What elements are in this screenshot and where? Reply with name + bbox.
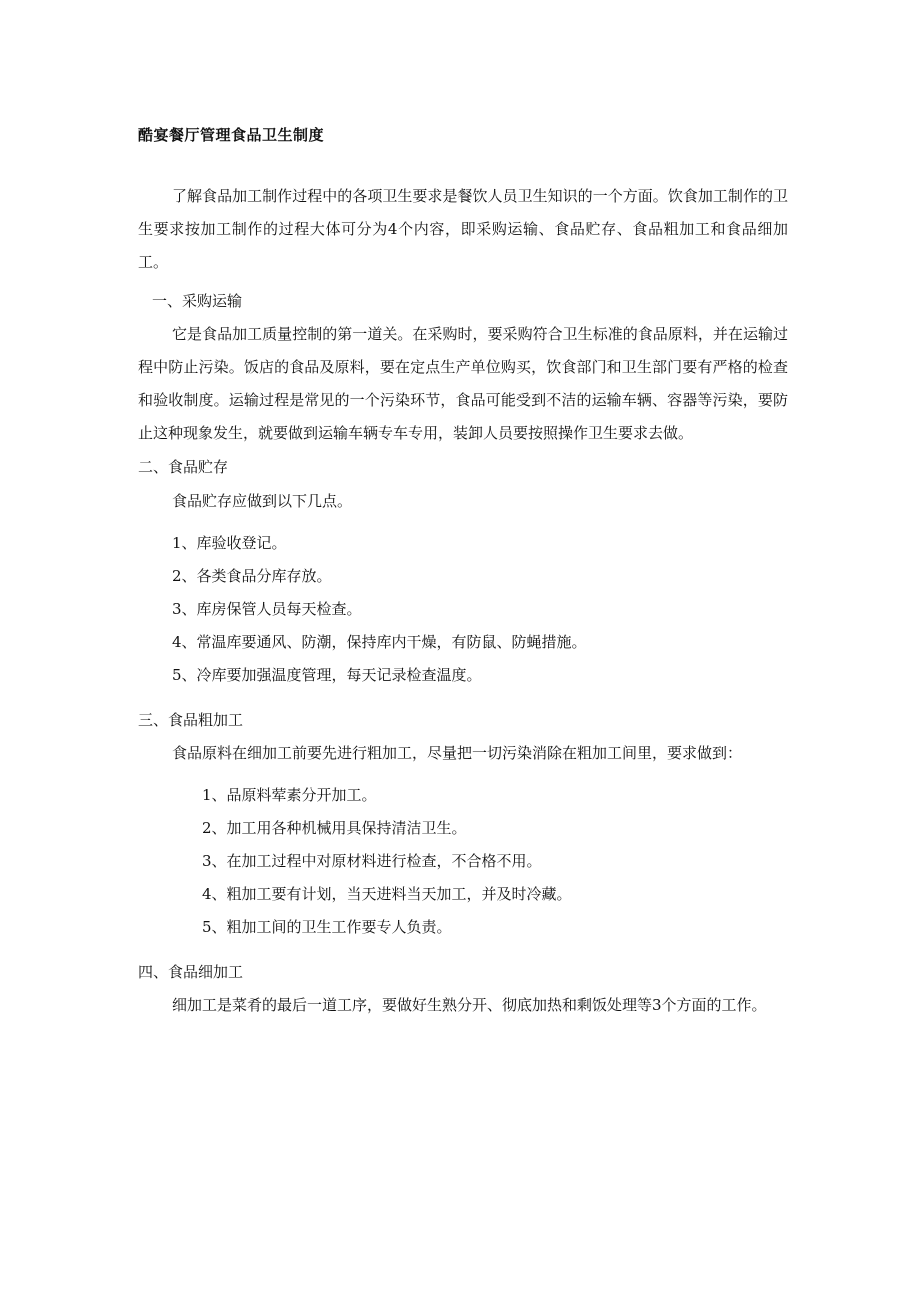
section-heading-rough-processing: 三、食品粗加工 [138,711,244,729]
list-item: 5、冷库要加强温度管理，每天记录检查温度。 [172,666,482,684]
section-intro-rough-processing: 食品原料在细加工前要先进行粗加工，尽量把一切污染消除在粗加工间里，要求做到： [172,744,743,762]
intro-paragraph: 了解食品加工制作过程中的各项卫生要求是餐饮人员卫生知识的一个方面。饮食加工制作的卫生要求按加工制作的过程大体可分为4个内容，即采购运输、食品贮存、食品粗加工和食品细加工。 [138,187,788,271]
list-item: 1、库验收登记。 [172,534,287,552]
list-item: 4、粗加工要有计划，当天进料当天加工，并及时冷藏。 [202,885,572,903]
list-item: 2、各类食品分库存放。 [172,567,332,585]
section-heading-fine-processing: 四、食品细加工 [138,963,244,981]
section-heading-purchasing: 一、采购运输 [152,292,243,310]
list-item: 1、品原料荤素分开加工。 [202,786,377,804]
list-item: 3、库房保管人员每天检查。 [172,600,362,618]
section-body-fine-processing: 细加工是菜肴的最后一道工序，要做好生熟分开、彻底加热和剩饭处理等3个方面的工作。 [172,996,767,1014]
list-item: 3、在加工过程中对原材料进行检查，不合格不用。 [202,852,542,870]
list-item: 2、加工用各种机械用具保持清洁卫生。 [202,819,467,837]
document-title: 酷宴餐厅管理食品卫生制度 [138,126,325,144]
list-item: 5、粗加工间的卫生工作要专人负责。 [202,918,452,936]
section-heading-storage: 二、食品贮存 [138,458,229,476]
section-body-purchasing: 它是食品加工质量控制的第一道关。在采购时，要采购符合卫生标准的食品原料，并在运输过程中防止污染。饭店的食品及原料，要在定点生产单位购买，饮食部门和卫生部门要有严格的检查和验收制度。运输过程是常见的一个污染环节，食品可能受到不洁的运输车辆、容器等污染，要防止这种现象发生，就要做到运输车辆专车专用，装卸人员要按照操作卫生要求去做。 [138,325,788,442]
section-intro-storage: 食品贮存应做到以下几点。 [172,492,353,510]
list-item: 4、常温库要通风、防潮，保持库内干燥，有防鼠、防蝇措施。 [172,633,587,651]
